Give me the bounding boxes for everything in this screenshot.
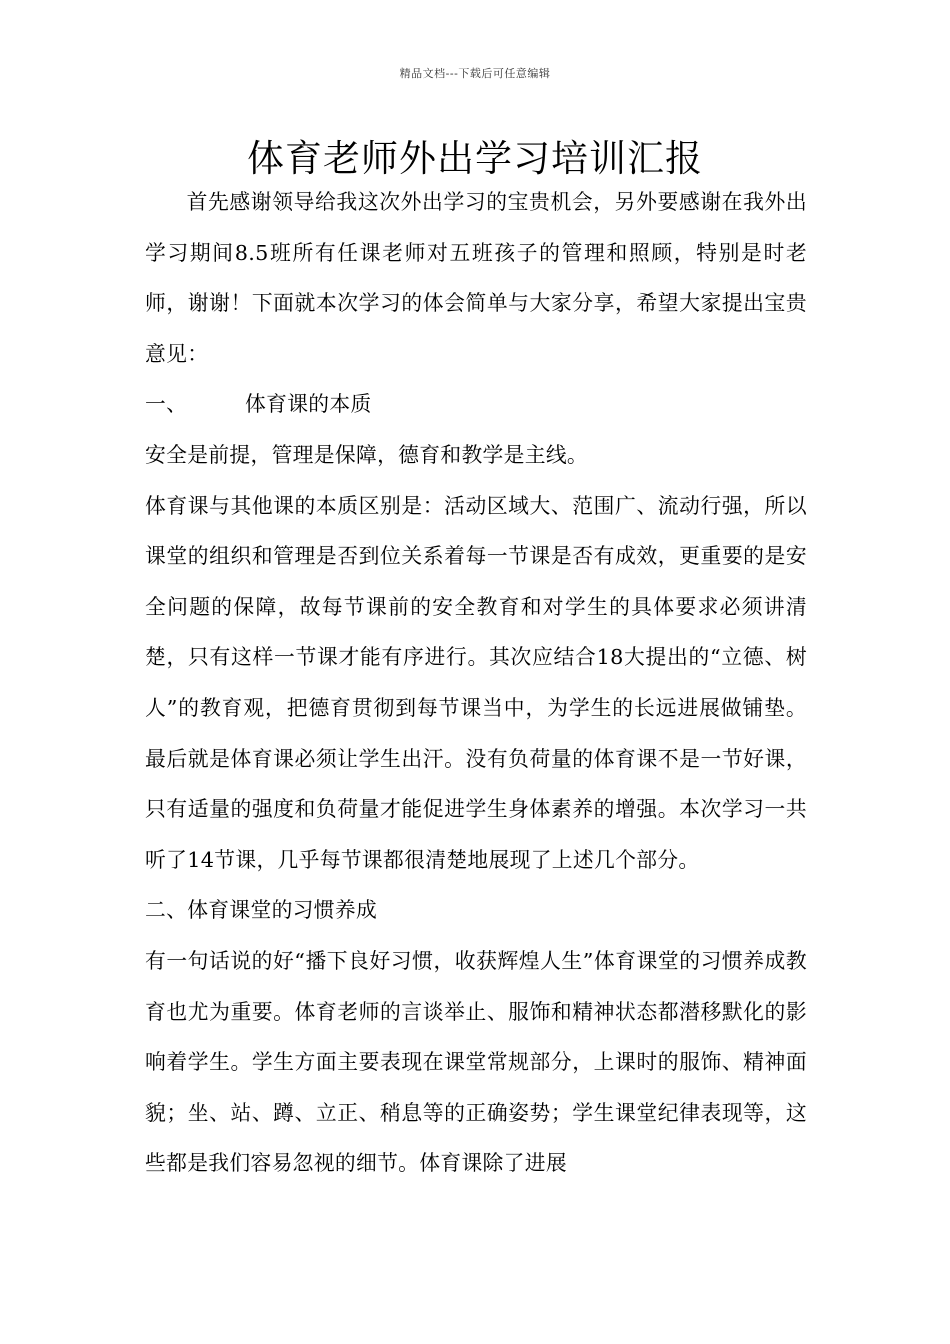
- document-title: 体育老师外出学习培训汇报: [247, 137, 703, 180]
- document-body: [145, 177, 807, 1189]
- section-1-number: 一、: [145, 392, 188, 417]
- paragraph-safety: 安全是前提，管理是保障，德育和教学是主线。: [145, 442, 589, 467]
- section-2-heading: 二、体育课堂的习惯养成: [145, 898, 378, 923]
- paragraph-nature: 体育课与其他课的本质区别是：活动区域大、范围广、流动行强，所以课堂的组织和管理是否到位关系着每一节课是否有成效，更重要的是安全问题的保障，故每节课前的安全教育和对学生的具体要求必须讲清楚，只有这样一节课才能有序进行。其次应结合18大提出的“立德、树人”的教育观，把德育贯彻到每节课当中，为学生的长远进展做铺垫。最后就是体育课必须让学生出汗。没有负荷量的体育课不是一节好课，只有适量的强度和负荷量才能促进学生身体素养的增强。本次学习一共听了14节课，几乎每节课都很清楚地展现了上述几个部分。: [145, 493, 807, 872]
- section-1-heading: [145, 379, 807, 430]
- intro-paragraph: 首先感谢领导给我这次外出学习的宝贵机会，另外要感谢在我外出学习期间8.5班所有任课老师对五班孩子的管理和照顾，特别是时老师，谢谢！下面就本次学习的体会简单与大家分享，希望大家提出宝贵意见：: [145, 190, 807, 366]
- section-1-title: 体育课的本质: [245, 392, 372, 417]
- header-note: 精品文档---下载后可任意编辑: [399, 67, 551, 80]
- paragraph-habits: 有一句话说的好“播下良好习惯，收获辉煌人生”体育课堂的习惯养成教育也尤为重要。体育老师的言谈举止、服饰和精神状态都潜移默化的影响着学生。学生方面主要表现在课堂常规部分，上课时的服饰、精神面貌；坐、站、蹲、立正、稍息等的正确姿势；学生课堂纪律表现等，这些都是我们容易忽视的细节。体育课除了进展: [145, 948, 807, 1176]
